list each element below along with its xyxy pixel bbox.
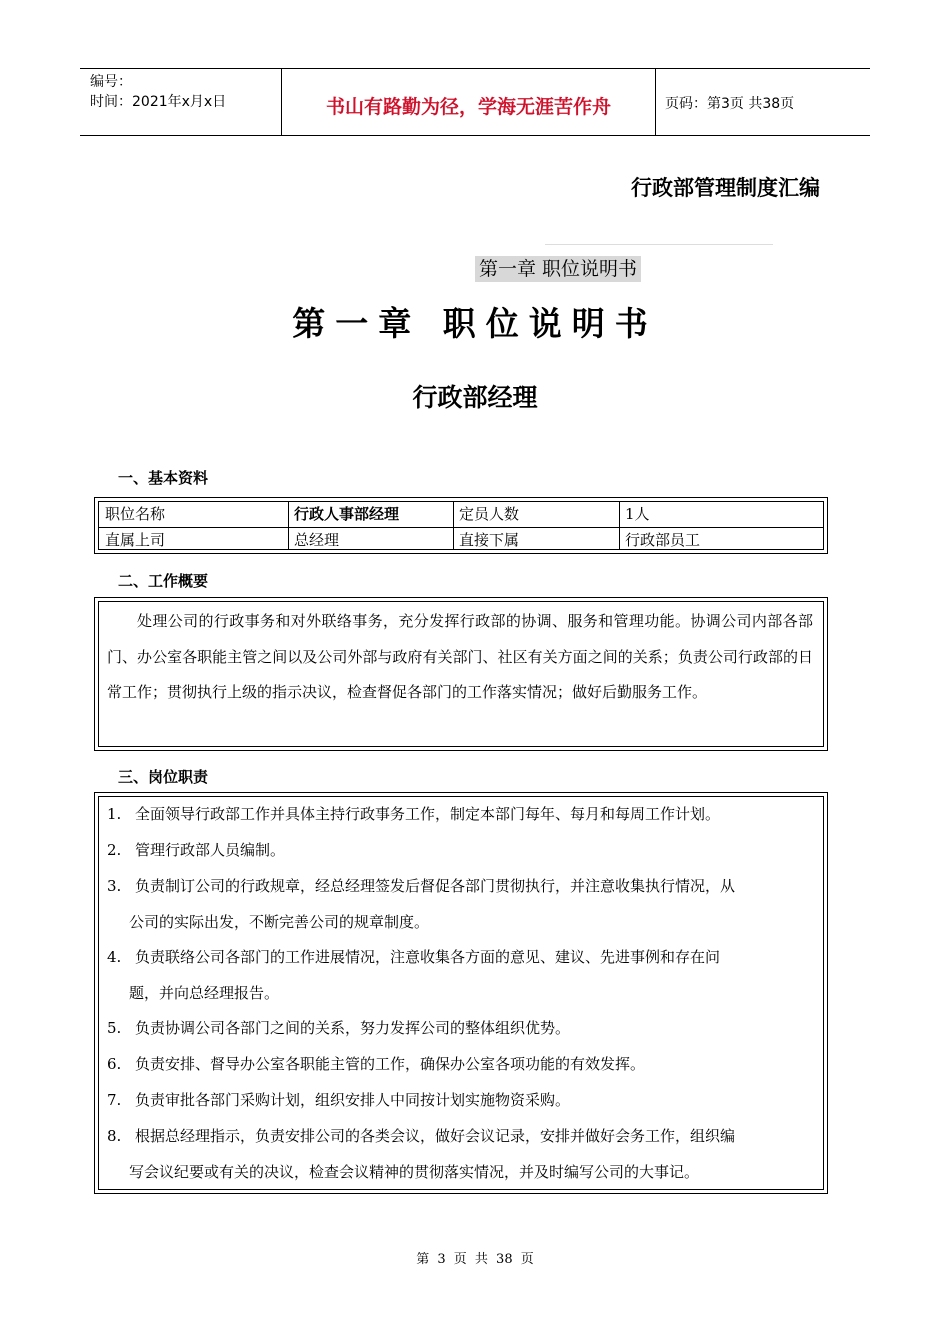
page-info: 页码：第3页 共38页 [665,96,795,112]
code-label: 编号： [90,74,132,90]
list-item [107,1011,815,1047]
table-row [99,528,823,553]
item-text-cont: 公司的实际出发，不断完善公司的规章制度。 [129,912,430,931]
document-title: 行政部管理制度汇编 [631,176,820,200]
overview-text: 处理公司的行政事务和对外联络事务，充分发挥行政部的协调、服务和管理功能。协调公司内部各部门、办公室各职能主管之间以及公司外部与政府有关部门、社区有关方面之间的关系；负责公司行政部的日常工作；贯彻执行上级的指示决议，检查督促各部门的工作落实情况；做好后勤服务工作。 [107,612,813,701]
table-row [99,502,823,528]
table-cell: 行政人事部经理 [294,505,400,523]
position-title: 行政部经理 [412,383,538,412]
list-item [107,833,815,869]
overview-box [94,597,828,751]
item-number: 2. [107,841,122,859]
list-item [107,1119,815,1190]
item-text: 负责制订公司的行政规章，经总经理签发后督促各部门贯彻执行，并注意收集执行情况，从 [135,877,736,895]
item-text-cont: 题，并向总经理报告。 [129,983,280,1002]
section-heading-overview: 二、工作概要 [118,572,209,590]
item-text: 负责联络公司各部门的工作进展情况，注意收集各方面的意见、建议、先进事例和存在问 [135,948,721,966]
divider [545,244,773,245]
list-item [107,1047,815,1083]
item-number: 7. [107,1091,122,1109]
chapter-title: 第一章 职位说明书 [292,304,658,343]
item-number: 8. [107,1127,122,1145]
shaded-heading: 第一章 职位说明书 [475,256,641,282]
header-bottom-rule [80,135,870,136]
header-top-rule [80,68,870,69]
list-item [107,797,815,833]
item-text: 负责审批各部门采购计划，组织安排人中同按计划实施物资采购。 [135,1091,571,1109]
header-divider [655,68,656,135]
item-text: 管理行政部人员编制。 [135,841,286,859]
list-item [107,1083,815,1119]
table-divider [288,502,289,549]
list-item [107,940,815,1011]
list-item [107,869,815,940]
section-heading-basic: 一、基本资料 [118,469,209,487]
table-cell: 1人 [625,505,650,523]
table-cell: 行政部员工 [625,531,701,549]
item-number: 4. [107,948,122,966]
item-number: 1. [107,805,122,823]
duties-box [94,792,828,1194]
item-text: 根据总经理指示，负责安排公司的各类会议，做好会议记录，安排并做好会务工作，组织编 [135,1127,736,1145]
table-cell: 总经理 [294,531,340,549]
item-text: 负责协调公司各部门之间的关系，努力发挥公司的整体组织优势。 [135,1019,571,1037]
basic-info-table [94,497,828,554]
item-text-cont: 写会议纪要或有关的决议，检查会议精神的贯彻落实情况，并及时编写公司的大事记。 [129,1162,700,1181]
item-number: 5. [107,1019,122,1037]
section-heading-duties: 三、岗位职责 [118,768,209,786]
page-footer: 第 3 页 共 38 页 [416,1252,534,1267]
item-number: 6. [107,1055,122,1073]
item-text: 全面领导行政部工作并具体主持行政事务工作，制定本部门每年、每月和每周工作计划。 [135,805,721,823]
table-divider [619,502,620,549]
table-cell: 定员人数 [459,505,520,523]
time-label: 时间：2021年x月x日 [90,94,227,110]
table-cell: 直属上司 [105,531,166,549]
table-cell: 直接下属 [459,531,520,549]
item-number: 3. [107,877,122,895]
item-text: 负责安排、督导办公室各职能主管的工作，确保办公室各项功能的有效发挥。 [135,1055,646,1073]
table-divider [453,502,454,549]
motto: 书山有路勤为径，学海无涯苦作舟 [325,96,611,118]
table-cell: 职位名称 [105,505,166,523]
